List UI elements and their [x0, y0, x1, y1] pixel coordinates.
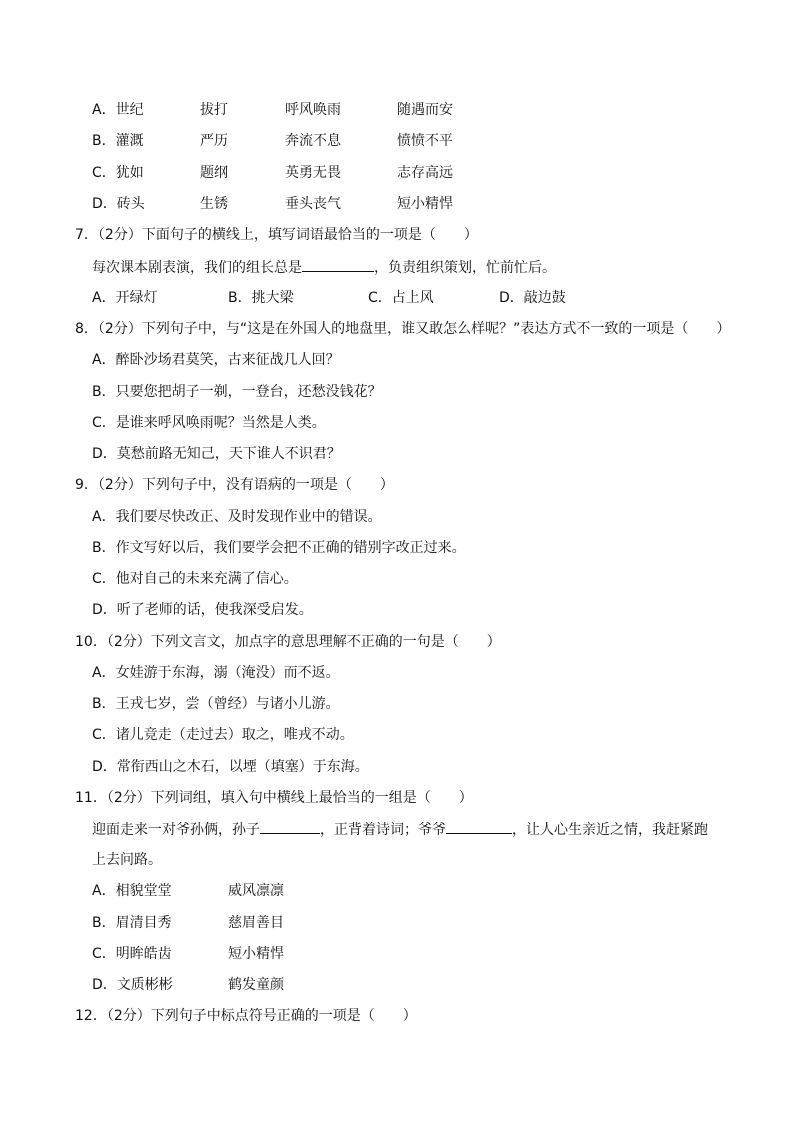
q11-option-b-word2: 慈眉善目 [228, 915, 284, 931]
q6-option-d-label: D．砖头 [92, 196, 145, 212]
q6-option-d-word2: 生锈 [200, 196, 228, 212]
q11-sentence-line1 [92, 820, 708, 839]
q11-option-c-word2: 短小精悍 [228, 946, 284, 962]
q6-option-d-word4: 短小精悍 [397, 196, 453, 212]
q7-sentence-before: 每次课本剧表演，我们的组长总是 [92, 260, 302, 276]
q11-blank-1 [260, 820, 320, 834]
q12-stem: 12．（2分）下列句子中标点符号正确的一项是（ ） [75, 1008, 417, 1024]
q11-option-b-label: B．眉清目秀 [92, 915, 172, 931]
q10-option-d: D．常衔西山之木石，以堙（填塞）于东海。 [92, 759, 369, 775]
q8-option-c: C．是谁来呼风唤雨呢？当然是人类。 [92, 415, 326, 431]
q10-stem: 10．（2分）下列文言文，加点字的意思理解不正确的一句是（ ） [75, 634, 501, 650]
q6-option-c-label: C．犹如 [92, 165, 144, 181]
q11-stem: 11．（2分）下列词组，填入句中横线上最恰当的一组是（ ） [75, 790, 473, 806]
q11-option-d-word2: 鹤发童颜 [228, 977, 284, 993]
q11-part3: ，让人心生亲近之情，我赶紧跑 [512, 822, 708, 838]
q7-option-c: C．占上风 [368, 290, 434, 306]
q7-option-d: D．敲边鼓 [499, 290, 566, 306]
q9-option-d: D．听了老师的话，使我深受启发。 [92, 602, 313, 618]
q11-option-c-label: C．明眸皓齿 [92, 946, 172, 962]
q11-sentence-line2: 上去问路。 [92, 852, 162, 868]
q6-option-a-label: A．世纪 [92, 102, 144, 118]
q10-option-c: C．诸儿竞走（走过去）取之，唯戎不动。 [92, 727, 354, 743]
q6-option-c-word4: 志存高远 [397, 165, 453, 181]
q9-option-a: A．我们要尽快改正、及时发现作业中的错误。 [92, 509, 382, 525]
q6-option-c-word2: 题纲 [200, 165, 228, 181]
q10-option-a: A．女娃游于东海，溺（淹没）而不返。 [92, 665, 340, 681]
q11-part2: ，正背着诗词；爷爷 [320, 822, 446, 838]
q9-stem: 9．（2分）下列句子中，没有语病的一项是（ ） [75, 477, 394, 493]
q7-option-b: B．挑大梁 [228, 290, 294, 306]
q6-option-c-word3: 英勇无畏 [285, 165, 341, 181]
q11-option-d-label: D．文质彬彬 [92, 977, 173, 993]
q8-stem: 8．（2分）下列句子中，与“这是在外国人的地盘里，谁又敢怎么样呢？”表达方式不一致的一项是（ ） [75, 321, 731, 337]
q6-option-d-word3: 垂头丧气 [285, 196, 341, 212]
q9-option-b: B．作文写好以后，我们要学会把不正确的错别字改正过来。 [92, 540, 466, 556]
q11-blank-2 [446, 820, 512, 834]
q6-option-b-word4: 愤愤不平 [397, 133, 453, 149]
q6-option-b-word3: 奔流不息 [285, 133, 341, 149]
q7-blank [302, 258, 374, 272]
q11-option-a-word2: 威风凛凛 [228, 883, 284, 899]
q8-option-b: B．只要您把胡子一剃，一登台，还愁没钱花？ [92, 384, 382, 400]
q6-option-a-word3: 呼风唤雨 [285, 102, 341, 118]
q9-option-c: C．他对自己的未来充满了信心。 [92, 571, 298, 587]
q11-part1: 迎面走来一对爷孙俩，孙子 [92, 822, 260, 838]
q8-option-a: A．醉卧沙场君莫笑，古来征战几人回？ [92, 352, 340, 368]
q11-option-a-label: A．相貌堂堂 [92, 883, 172, 899]
q7-sentence [92, 258, 556, 277]
q6-option-b-label: B．灌溉 [92, 133, 144, 149]
q6-option-a-word2: 拔打 [200, 102, 228, 118]
q7-sentence-after: ，负责组织策划，忙前忙后。 [374, 260, 556, 276]
q10-option-b: B．王戎七岁，尝（曾经）与诸小儿游。 [92, 696, 340, 712]
q7-stem: 7．（2分）下面句子的横线上，填写词语最恰当的一项是（ ） [75, 227, 478, 243]
q8-option-d: D．莫愁前路无知己，天下谁人不识君？ [92, 446, 341, 462]
q7-option-a: A．开绿灯 [92, 290, 158, 306]
q6-option-b-word2: 严历 [200, 133, 228, 149]
q6-option-a-word4: 随遇而安 [397, 102, 453, 118]
